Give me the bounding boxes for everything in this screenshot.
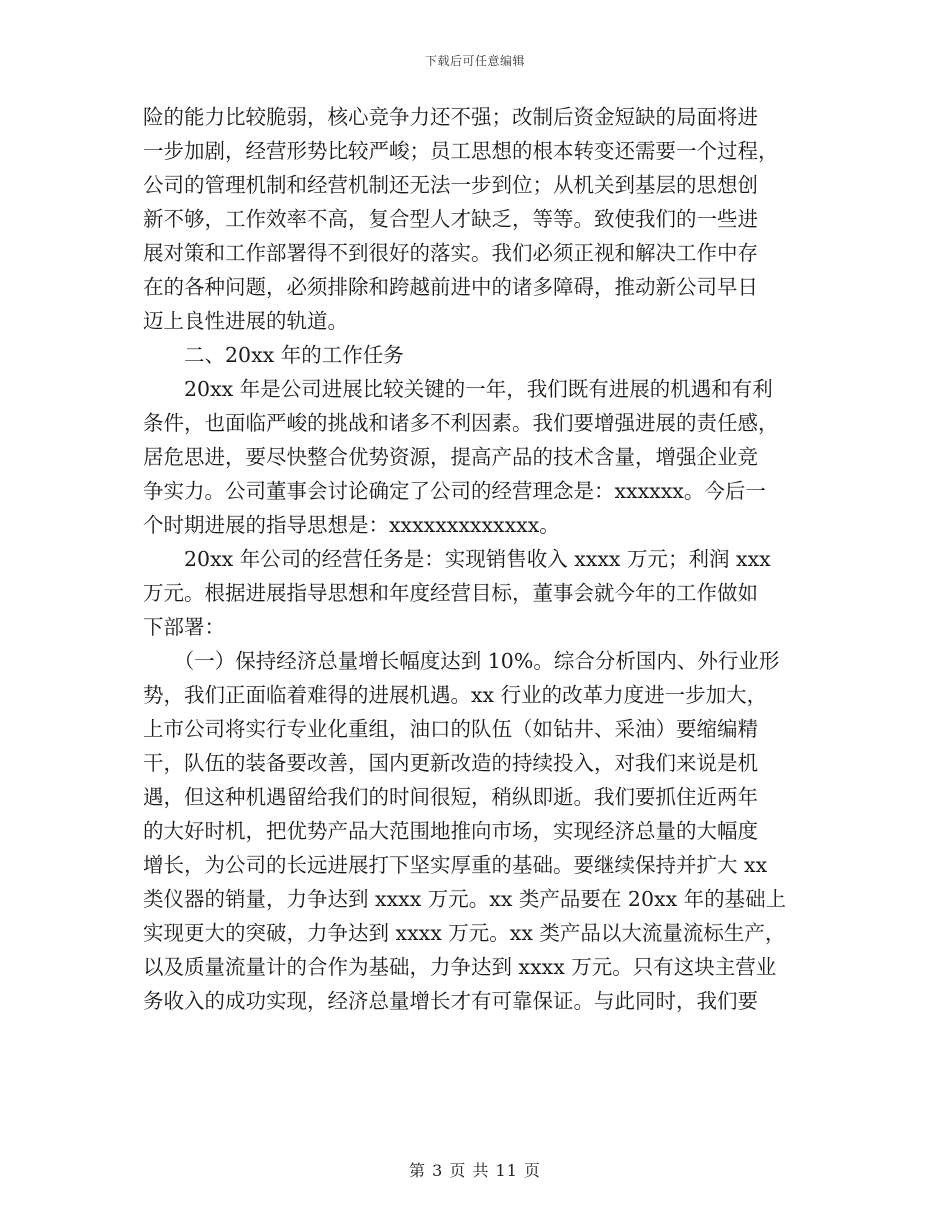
text-line: 个时期进展的指导思想是：xxxxxxxxxxxxx。 <box>143 513 560 537</box>
text-line: 遇，但这种机遇留给我们的时间很短，稍纵即逝。我们要抓住近两年 <box>143 785 758 809</box>
text-line: 上市公司将实行专业化重组，油口的队伍（如钻井、采油）要缩编精 <box>143 717 758 741</box>
text-line: 险的能力比较脆弱，核心竞争力还不强；改制后资金短缺的局面将进 <box>143 105 758 129</box>
text-line: 二、20xx 年的工作任务 <box>184 343 404 367</box>
text-line: 类仪器的销量，力争达到 xxxx 万元。xx 类产品要在 20xx 年的基础上 <box>143 887 787 911</box>
text-line: 迈上良性进展的轨道。 <box>143 309 348 333</box>
text-line: 条件，也面临严峻的挑战和诸多不利因素。我们要增强进展的责任感， <box>143 411 779 435</box>
text-line: 干，队伍的装备要改善，国内更新改造的持续投入，对我们来说是机 <box>143 751 758 775</box>
page-header: 下载后可任意编辑 <box>424 54 525 68</box>
page-footer: 第 3 页 共 11 页 <box>409 1161 541 1180</box>
text-line: 势，我们正面临着难得的进展机遇。xx 行业的改革力度进一步加大， <box>143 683 768 707</box>
text-line: 一步加剧，经营形势比较严峻；员工思想的根本转变还需要一个过程， <box>143 139 779 163</box>
text-line: （一）保持经济总量增长幅度达到 10%。综合分析国内、外行业形 <box>173 649 780 673</box>
text-line: 20xx 年公司的经营任务是：实现销售收入 xxxx 万元；利润 xxx <box>184 547 771 571</box>
text-line: 万元。根据进展指导思想和年度经营目标，董事会就今年的工作做如 <box>143 581 758 605</box>
text-line: 20xx 年是公司进展比较关键的一年，我们既有进展的机遇和有利 <box>184 377 773 401</box>
text-line: 的大好时机，把优势产品大范围地推向市场，实现经济总量的大幅度 <box>143 819 758 843</box>
text-line: 展对策和工作部署得不到很好的落实。我们必须正视和解决工作中存 <box>143 241 758 265</box>
text-line: 务收入的成功实现，经济总量增长才有可靠保证。与此同时，我们要 <box>143 989 758 1013</box>
text-line: 实现更大的突破，力争达到 xxxx 万元。xx 类产品以大流量流标生产， <box>143 921 786 945</box>
text-line: 新不够，工作效率不高，复合型人才缺乏，等等。致使我们的一些进 <box>143 207 758 231</box>
text-line: 居危思进，要尽快整合优势资源，提高产品的技术含量，增强企业竞 <box>143 445 758 469</box>
text-line: 增长，为公司的长远进展打下坚实厚重的基础。要继续保持并扩大 xx <box>143 853 768 877</box>
document-body <box>143 100 813 1018</box>
text-line: 下部署： <box>143 615 225 639</box>
text-line: 在的各种问题，必须排除和跨越前进中的诸多障碍，推动新公司早日 <box>143 275 758 299</box>
text-line: 以及质量流量计的合作为基础，力争达到 xxxx 万元。只有这块主营业 <box>143 955 777 979</box>
text-line: 公司的管理机制和经营机制还无法一步到位；从机关到基层的思想创 <box>143 173 758 197</box>
text-line: 争实力。公司董事会讨论确定了公司的经营理念是：xxxxxx。今后一 <box>143 479 766 503</box>
